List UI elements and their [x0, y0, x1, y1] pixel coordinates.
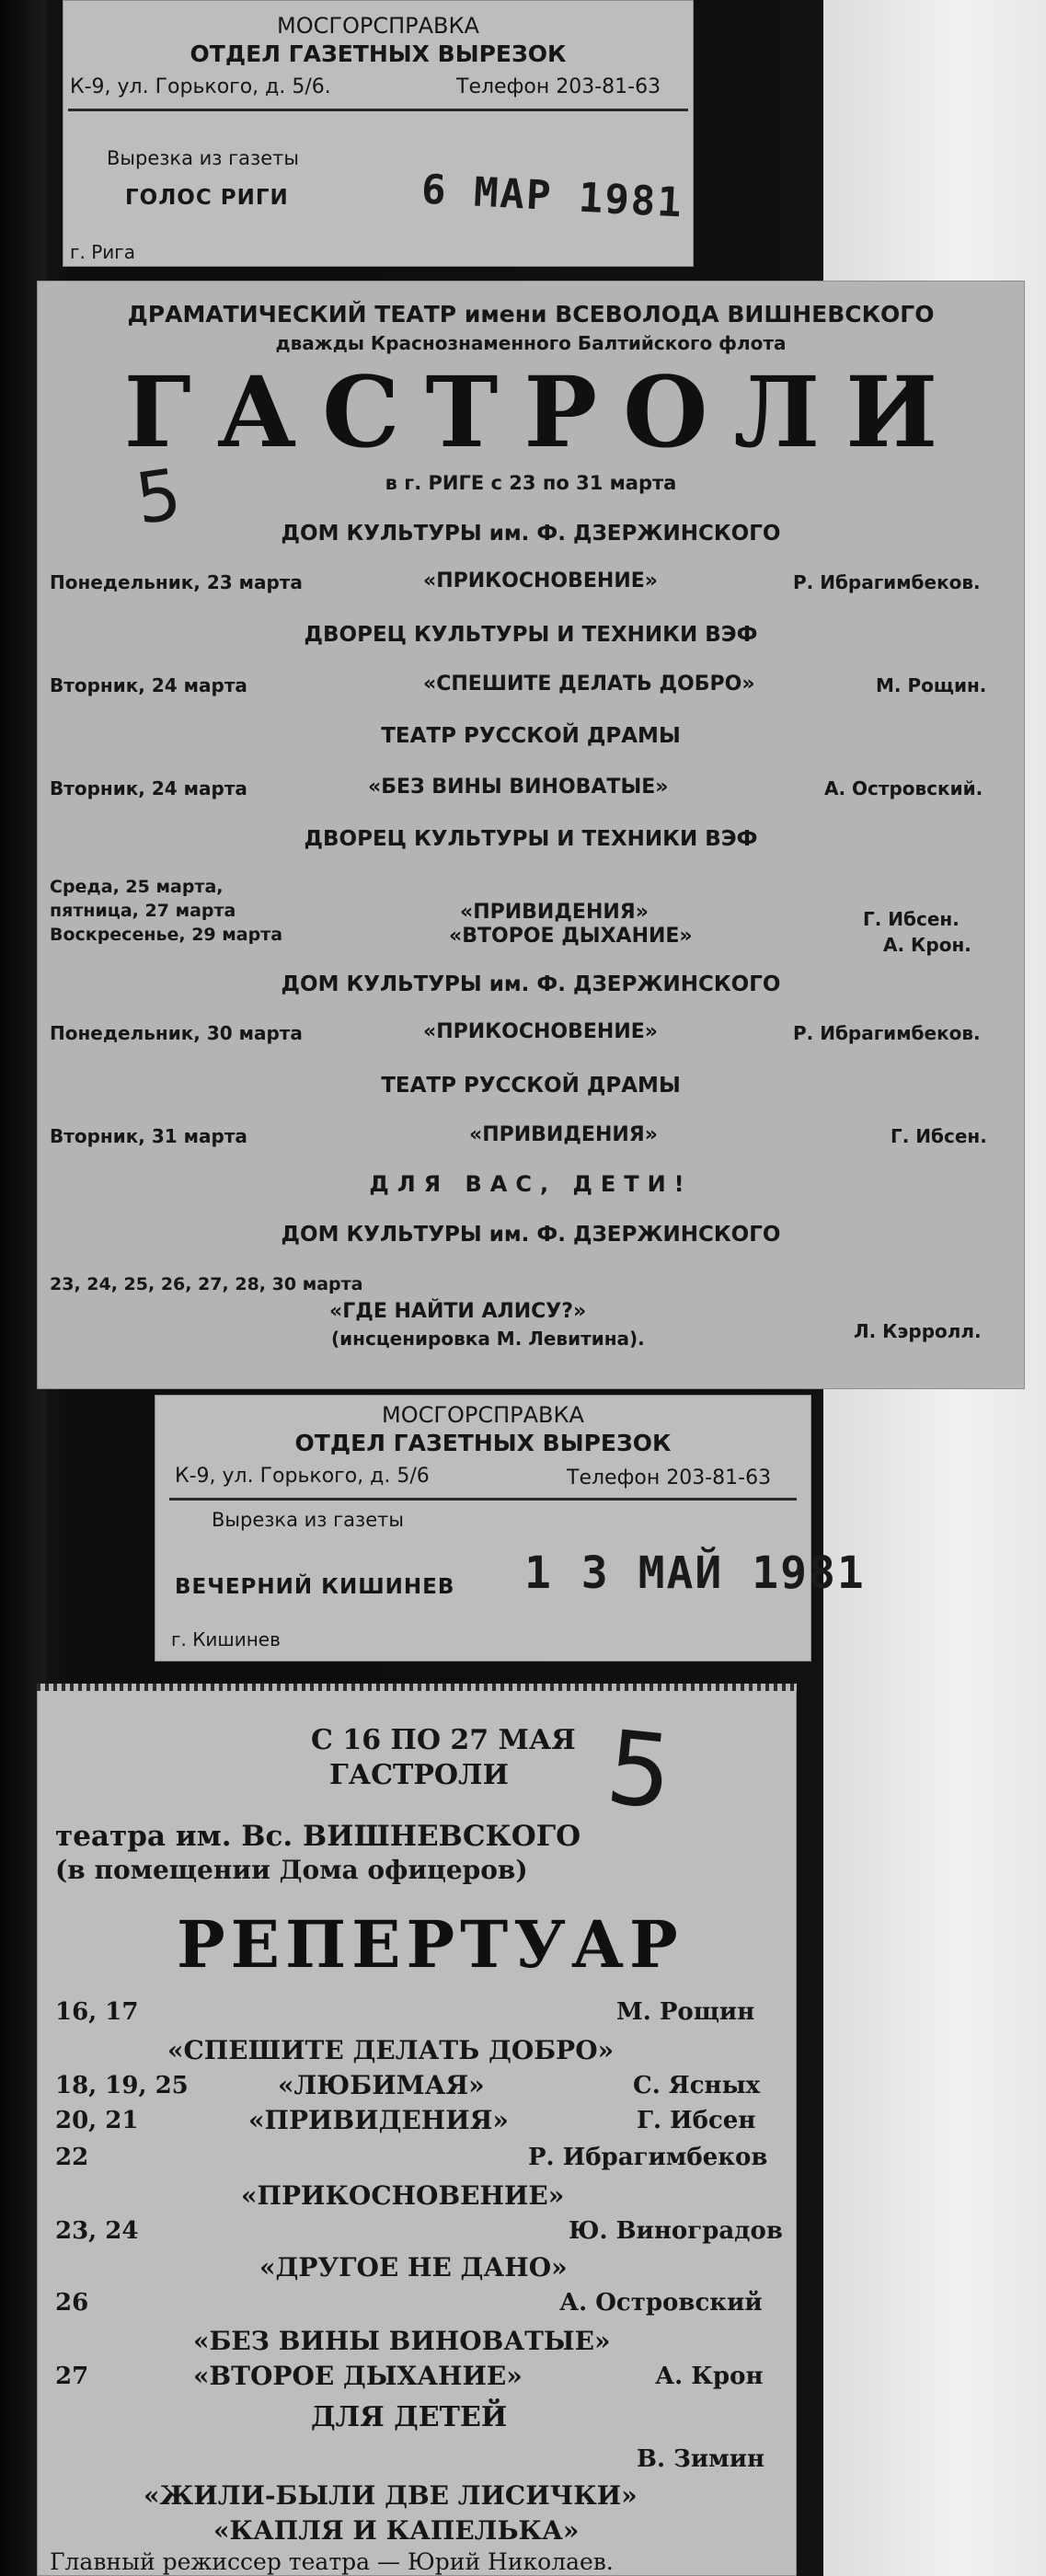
show-author: А. Крон. — [883, 934, 971, 956]
show-dates: 18, 19, 25 — [55, 2072, 189, 2099]
show-play: «ЖИЛИ-БЫЛИ ДВЕ ЛИСИЧКИ» — [144, 2480, 638, 2511]
divider-line — [68, 109, 688, 111]
agency-phone: Телефон 203-81-63 — [567, 1466, 772, 1489]
show-play: «ПРИКОСНОВЕНИЕ» — [423, 1020, 658, 1043]
torn-edge — [37, 1684, 797, 1691]
theatre-name: ДРАМАТИЧЕСКИЙ ТЕАТР имени ВСЕВОЛОДА ВИШНЕВСКОГО — [127, 301, 935, 328]
handwritten-number: 5 — [131, 453, 187, 540]
agency-name: МОСГОРСПРАВКА — [382, 1402, 584, 1428]
venue-heading: ТЕАТР РУССКОЙ ДРАМЫ — [381, 724, 681, 748]
show-play: «БЕЗ ВИНЫ ВИНОВАТЫЕ» — [368, 776, 669, 799]
show-author: М. Рощин — [616, 1998, 755, 2026]
show-author: В. Зимин — [637, 2445, 765, 2473]
clipping-header-kishinev — [155, 1395, 866, 1662]
date-stamp: 1 3 МАЙ 1981 — [524, 1547, 866, 1599]
show-dates: 26 — [55, 2289, 89, 2317]
show-play: «ПРИКОСНОВЕНИЕ» — [241, 2180, 565, 2211]
handwritten-number: 5 — [601, 1708, 678, 1833]
repertoire-heading: РЕПЕРТУАР — [177, 1906, 684, 1983]
director-credit: Главный режиссер театра — Юрий Николаев. — [50, 2548, 614, 2575]
department-name: ОТДЕЛ ГАЗЕТНЫХ ВЫРЕЗОК — [294, 1430, 672, 1456]
show-author: Р. Ибрагимбеков. — [793, 571, 981, 593]
show-author: Л. Кэрролл. — [854, 1320, 982, 1342]
show-author: Ю. Виноградов — [569, 2217, 783, 2245]
venue-heading: ДВОРЕЦ КУЛЬТУРЫ И ТЕХНИКИ ВЭФ — [304, 827, 758, 851]
show-play: «СПЕШИТЕ ДЕЛАТЬ ДОБРО» — [423, 673, 755, 696]
tour-dates: в г. РИГЕ с 23 по 31 марта — [385, 472, 677, 494]
theatre-subtitle: дважды Краснознаменного Балтийского флота — [275, 332, 787, 354]
show-day: Вторник, 31 марта — [50, 1125, 247, 1147]
tour-dates: С 16 ПО 27 МАЯ — [311, 1724, 576, 1756]
agency-phone: Телефон 203-81-63 — [456, 75, 661, 98]
cut-label: Вырезка из газеты — [212, 1509, 404, 1531]
show-day: Воскресенье, 29 марта — [50, 925, 283, 945]
show-play: «ПРИВИДЕНИЯ» — [248, 2105, 509, 2135]
article-kishinev-repertoire — [37, 1684, 797, 2576]
show-dates: 20, 21 — [55, 2107, 139, 2134]
venue-heading: ТЕАТР РУССКОЙ ДРАМЫ — [381, 1074, 681, 1098]
agency-name: МОСГОРСПРАВКА — [277, 13, 479, 39]
show-author: А. Крон — [655, 2363, 764, 2390]
date-stamp: 6 МАР 1981 — [420, 166, 685, 227]
venue-heading: ДОМ КУЛЬТУРЫ им. Ф. ДЗЕРЖИНСКОГО — [281, 522, 781, 546]
show-play: «ЛЮБИМАЯ» — [278, 2070, 485, 2100]
newspaper-name: ВЕЧЕРНИЙ КИШИНЕВ — [175, 1575, 455, 1599]
show-author: А. Островский — [559, 2289, 763, 2317]
show-dates: 23, 24 — [55, 2217, 139, 2245]
show-day: Среда, 25 марта, — [50, 877, 224, 897]
show-day: 23, 24, 25, 26, 27, 28, 30 марта — [50, 1274, 363, 1294]
theatre-location: (в помещении Дома офицеров) — [55, 1855, 528, 1885]
headline: ГАСТРОЛИ — [329, 1759, 509, 1791]
agency-address: К-9, ул. Горького, д. 5/6. — [70, 75, 331, 98]
show-dates: 22 — [55, 2144, 89, 2171]
headline: ГАСТРОЛИ — [123, 354, 964, 469]
adaptation-note: (инсценировка М. Левитина). — [331, 1328, 645, 1350]
show-author: Р. Ибрагимбеков. — [793, 1022, 981, 1044]
show-author: Р. Ибрагимбеков — [528, 2144, 768, 2171]
kids-heading: ДЛЯ ВАС, ДЕТИ! — [369, 1171, 693, 1197]
article-riga-tour — [37, 281, 1025, 1389]
show-author: С. Ясных — [633, 2072, 761, 2099]
show-day: пятница, 27 марта — [50, 901, 236, 921]
show-play: «КАПЛЯ И КАПЕЛЬКА» — [213, 2515, 580, 2546]
show-play: «СПЕШИТЕ ДЕЛАТЬ ДОБРО» — [167, 2035, 615, 2065]
show-play: «ВТОРОЕ ДЫХАНИЕ» — [449, 925, 693, 948]
show-author: М. Рощин. — [876, 674, 987, 696]
venue-heading: ДВОРЕЦ КУЛЬТУРЫ И ТЕХНИКИ ВЭФ — [304, 623, 758, 647]
show-day: Вторник, 24 марта — [50, 777, 247, 799]
city-label: г. Кишинев — [171, 1628, 281, 1650]
department-name: ОТДЕЛ ГАЗЕТНЫХ ВЫРЕЗОК — [190, 40, 567, 67]
show-play: «БЕЗ ВИНЫ ВИНОВАТЫЕ» — [193, 2326, 611, 2356]
show-dates: 16, 17 — [55, 1998, 139, 2026]
clipping-header-riga — [63, 0, 694, 267]
show-play: «ГДЕ НАЙТИ АЛИСУ?» — [329, 1300, 587, 1323]
show-dates: 27 — [55, 2363, 89, 2390]
venue-heading: ДОМ КУЛЬТУРЫ им. Ф. ДЗЕРЖИНСКОГО — [281, 1223, 781, 1247]
divider-line — [169, 1498, 797, 1501]
show-author: Г. Ибсен — [637, 2107, 756, 2134]
kids-heading: ДЛЯ ДЕТЕЙ — [311, 2401, 508, 2433]
show-day: Вторник, 24 марта — [50, 674, 247, 696]
show-author: А. Островский. — [824, 777, 983, 799]
show-play: «ПРИВИДЕНИЯ» — [469, 1123, 658, 1146]
agency-address: К-9, ул. Горького, д. 5/6 — [175, 1465, 430, 1488]
show-day: Понедельник, 30 марта — [50, 1022, 303, 1044]
newspaper-name: ГОЛОС РИГИ — [125, 186, 289, 210]
show-play: «ВТОРОЕ ДЫХАНИЕ» — [193, 2361, 523, 2391]
venue-heading: ДОМ КУЛЬТУРЫ им. Ф. ДЗЕРЖИНСКОГО — [281, 972, 781, 996]
show-play: «ПРИКОСНОВЕНИЕ» — [423, 569, 658, 592]
show-author: Г. Ибсен. — [863, 908, 960, 930]
show-author: Г. Ибсен. — [891, 1125, 987, 1147]
show-play: «ПРИВИДЕНИЯ» — [460, 901, 649, 924]
cut-label: Вырезка из газеты — [107, 147, 299, 169]
show-play: «ДРУГОЕ НЕ ДАНО» — [259, 2252, 568, 2283]
city-label: г. Рига — [70, 241, 136, 263]
theatre-name: театра им. Вс. ВИШНЕВСКОГО — [55, 1820, 581, 1853]
show-day: Понедельник, 23 марта — [50, 571, 303, 593]
